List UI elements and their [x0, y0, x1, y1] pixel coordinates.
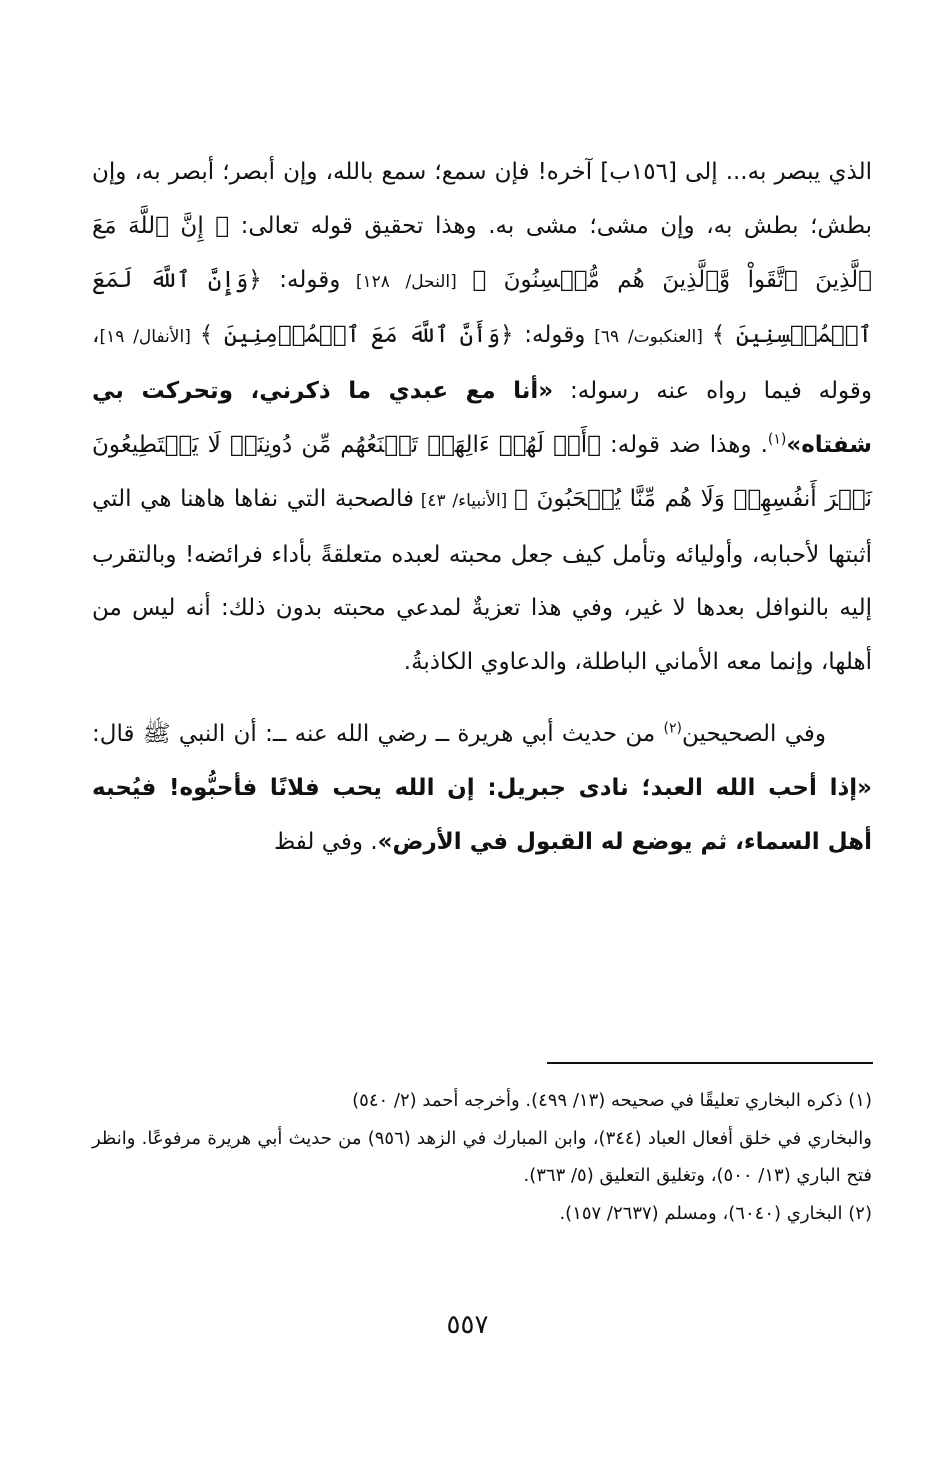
text-run: . وهذا ضد قوله: [600, 431, 768, 458]
footnote-number: (٢) [848, 1202, 872, 1224]
verse-reference: [النحل/ ١٢٨] [340, 271, 473, 292]
text-run: فالصحبة التي نفاها هاهنا هي التي أثبتها لأحبابه، وأوليائه وتأمل كيف جعل محبته لعبده متعلقةً بأداء فرائضه! وبالتقرب إليه بالنوافل بعدها لا غير، وفي هذا تعزيةٌ لمدعي محبته بدون ذلك: أنه ليس من أهلها، وإنما معه الأماني الباطلة، والدعاوي الكاذبةُ. [92, 485, 872, 676]
paragraph-2 [92, 708, 872, 869]
text-run: الذي يبصر به... إلى [١٥٦ب] آخره! فإن سمع؛ سمع بالله، وإن أبصر؛ أبصر به، وإن بطش؛ بطش به، وإن مشى؛ مشى به. وهذا تحقيق قوله تعالى: [92, 159, 873, 239]
footnote-marker-1[interactable]: (١) [767, 431, 787, 448]
quran-verse: ﴿ إِنَّ ٱللَّهَ مَعَ ٱلَّذِينَ ٱتَّقَواْ وَّٱلَّذِينَ هُم مُّحۡسِنُونَ ﴾ [92, 212, 872, 293]
hadith-quote: «أنا مع عبدي ما ذكرني، وتحركت بي شفتاه» [92, 378, 872, 458]
quran-verse: ﴿أَمۡ لَهُمۡ ءَالِهَةٞ تَمۡنَعُهُم مِّن دُونِنَاۚ لَا يَسۡتَطِيعُونَ نَصۡرَ أَنفُسِهِمۡ وَلَا هُم مِّنَّا يُصۡحَبُونَ ﴾ [92, 431, 872, 512]
text-run: . وفي لفظ [273, 828, 378, 855]
footnote-separator [547, 1062, 873, 1064]
verse-reference: [العنكبوت/ ٦٩] [585, 327, 712, 348]
footnote-1 [92, 1082, 872, 1120]
footnote-2 [92, 1195, 872, 1233]
main-text [92, 146, 872, 869]
quran-verse: ﴿وَإِنَّ ٱللَّهَ لَمَعَ ٱلۡمُحۡسِنِينَ ﴾ [92, 266, 872, 349]
footnote-text: البخاري (٦٠٤٠)، ومسلم (٢٦٣٧/ ١٥٧). [559, 1202, 849, 1224]
verse-reference: [الأنبياء/ ٤٣] [413, 490, 515, 511]
text-run: من حديث أبي هريرة ــ رضي الله عنه ــ: أن النبي ﷺ قال: [92, 720, 664, 747]
text-run: وقوله: [261, 266, 341, 293]
paragraph-1 [92, 146, 872, 690]
verse-reference: [الأنفال/ ١٩] [99, 327, 200, 348]
text-run: وفي الصحيحين [682, 720, 826, 747]
footnote-marker-2[interactable]: (٢) [663, 720, 683, 737]
hadith-quote: «إذا أحب الله العبد؛ نادى جبريل: إن الله يحب فلانًا فأحبُّوه! فيُحبه أهل السماء، ثم يوضع له القبول في الأرض» [92, 774, 872, 855]
footnote-text: ذكره البخاري تعليقًا في صحيحه (١٣/ ٤٩٩). وأخرجه أحمد (٢/ ٥٤٠) [352, 1090, 849, 1111]
text-run: وقوله: [513, 322, 586, 349]
footnote-1-continuation: والبخاري في خلق أفعال العباد (٣٤٤)، وابن المبارك في الزهد (٩٥٦) من حديث أبي هريرة مرفوعًا. وانظر فتح الباري (١٣/ ٥٠٠)، وتغليق التعليق (٥/ ٣٦٣). [92, 1127, 872, 1186]
page-number: ٥٥٧ [446, 1310, 489, 1340]
footnote-number: (١) [848, 1090, 872, 1111]
text-run: ، وقوله فيما رواه عنه رسوله: [92, 322, 872, 405]
quran-verse: ﴿وَأَنَّ ٱللَّهَ مَعَ ٱلۡمُؤۡمِنِينَ ﴾ [199, 322, 514, 349]
footnotes [92, 1082, 872, 1232]
